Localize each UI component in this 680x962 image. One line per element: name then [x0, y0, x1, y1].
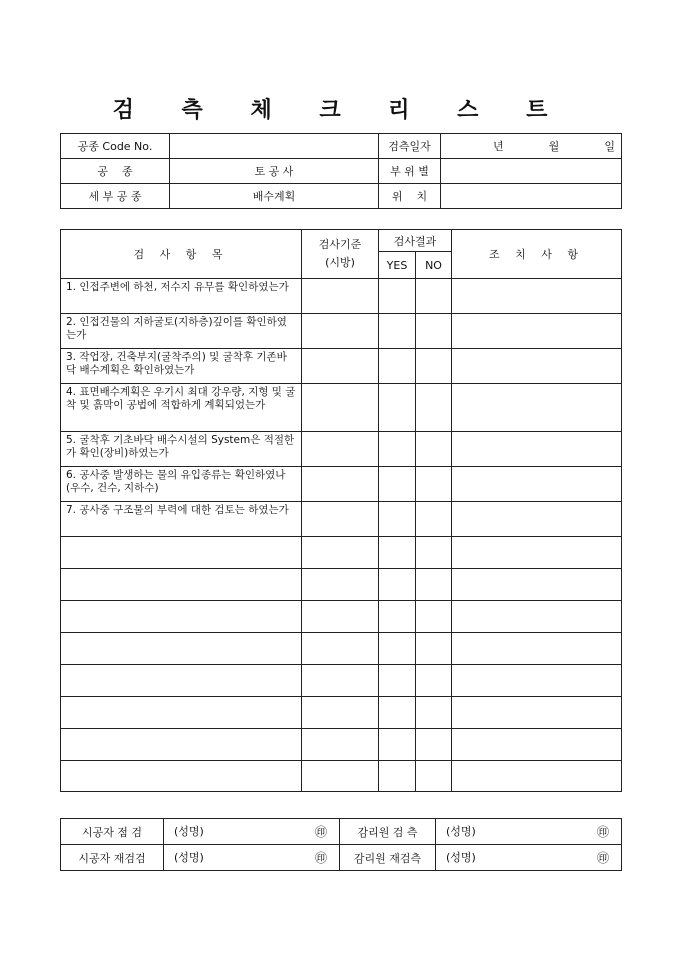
- action-cell[interactable]: [452, 633, 622, 665]
- checklist-item-text: [61, 633, 302, 665]
- header-item: 검 사 항 목: [61, 230, 302, 279]
- checklist-item-text: [61, 601, 302, 633]
- action-cell[interactable]: [452, 729, 622, 761]
- yes-cell[interactable]: [379, 665, 416, 697]
- no-cell[interactable]: [416, 314, 452, 349]
- header-no: NO: [416, 252, 452, 279]
- no-cell[interactable]: [416, 569, 452, 601]
- header-yes: YES: [379, 252, 416, 279]
- inspection-date-field[interactable]: [441, 134, 622, 159]
- no-cell[interactable]: [416, 467, 452, 502]
- work-type-label: 공 종: [61, 159, 170, 184]
- contractor-check-name: (성명): [174, 825, 204, 838]
- yes-cell[interactable]: [379, 279, 416, 314]
- info-row-detail: [61, 184, 622, 209]
- standard-cell[interactable]: [302, 432, 379, 467]
- supervisor-reinspect-label: 감리원 재검측: [340, 845, 436, 871]
- checklist-item-text: [61, 665, 302, 697]
- standard-cell[interactable]: [302, 729, 379, 761]
- info-table: [60, 133, 622, 209]
- checklist-row: [61, 633, 622, 665]
- yes-cell[interactable]: [379, 432, 416, 467]
- standard-cell[interactable]: [302, 384, 379, 432]
- code-label: 공종 Code No.: [61, 134, 170, 159]
- contractor-recheck-seal: ㊞: [314, 851, 327, 865]
- yes-cell[interactable]: [379, 384, 416, 432]
- action-cell[interactable]: [452, 432, 622, 467]
- no-cell[interactable]: [416, 279, 452, 314]
- signature-table: [60, 818, 622, 871]
- standard-cell[interactable]: [302, 349, 379, 384]
- action-cell[interactable]: [452, 467, 622, 502]
- contractor-check-label: 시공자 점 검: [61, 819, 164, 845]
- no-cell[interactable]: [416, 537, 452, 569]
- yes-cell[interactable]: [379, 537, 416, 569]
- standard-cell[interactable]: [302, 569, 379, 601]
- checklist-row: [61, 349, 622, 384]
- signature-row-2: [61, 845, 622, 871]
- standard-cell[interactable]: [302, 761, 379, 792]
- standard-cell[interactable]: [302, 537, 379, 569]
- checklist-row: [61, 384, 622, 432]
- checklist-item-text: [61, 537, 302, 569]
- no-cell[interactable]: [416, 729, 452, 761]
- checklist-item-text: [61, 569, 302, 601]
- checklist-item-text: [61, 761, 302, 792]
- work-type-value: 토 공 사: [170, 159, 379, 184]
- standard-cell[interactable]: [302, 633, 379, 665]
- info-row-code: [61, 134, 622, 159]
- date-year: 년: [493, 140, 504, 153]
- yes-cell[interactable]: [379, 569, 416, 601]
- yes-cell[interactable]: [379, 502, 416, 537]
- code-value[interactable]: [170, 134, 379, 159]
- contractor-recheck-name: (성명): [174, 851, 204, 864]
- standard-cell[interactable]: [302, 601, 379, 633]
- yes-cell[interactable]: [379, 601, 416, 633]
- detail-work-label: 세 부 공 종: [61, 184, 170, 209]
- checklist-item-text: 5. 굴착후 기초바닥 배수시설의 System은 적절한가 확인(장비)하였는가: [61, 432, 302, 467]
- checklist-item-text: 3. 작업장, 건축부지(굴착주의) 및 굴착후 기존바닥 배수계획은 확인하였는가: [61, 349, 302, 384]
- checklist-row: [61, 665, 622, 697]
- inspection-date-label: 검측일자: [379, 134, 441, 159]
- yes-cell[interactable]: [379, 467, 416, 502]
- action-cell[interactable]: [452, 384, 622, 432]
- signature-row-1: [61, 819, 622, 845]
- yes-cell[interactable]: [379, 314, 416, 349]
- standard-cell[interactable]: [302, 314, 379, 349]
- checklist-item-text: [61, 729, 302, 761]
- standard-cell[interactable]: [302, 502, 379, 537]
- action-cell[interactable]: [452, 537, 622, 569]
- no-cell[interactable]: [416, 633, 452, 665]
- no-cell[interactable]: [416, 349, 452, 384]
- checklist-item-text: 6. 공사중 발생하는 물의 유입종류는 확인하였나(우수, 건수, 지하수): [61, 467, 302, 502]
- checklist-row: [61, 601, 622, 633]
- action-cell[interactable]: [452, 569, 622, 601]
- checklist-row: [61, 697, 622, 729]
- standard-cell[interactable]: [302, 665, 379, 697]
- supervisor-inspect-signature[interactable]: [436, 819, 622, 845]
- location-label: 위 치: [379, 184, 441, 209]
- checklist-row: [61, 314, 622, 349]
- checklist-row: [61, 502, 622, 537]
- action-cell[interactable]: [452, 314, 622, 349]
- no-cell[interactable]: [416, 432, 452, 467]
- checklist-row: [61, 569, 622, 601]
- no-cell[interactable]: [416, 697, 452, 729]
- action-cell[interactable]: [452, 279, 622, 314]
- supervisor-reinspect-signature[interactable]: [436, 845, 622, 871]
- yes-cell[interactable]: [379, 633, 416, 665]
- contractor-check-seal: ㊞: [314, 825, 327, 839]
- standard-cell[interactable]: [302, 697, 379, 729]
- standard-cell[interactable]: [302, 279, 379, 314]
- action-cell[interactable]: [452, 761, 622, 792]
- header-standard-line2: (시방): [325, 256, 355, 269]
- page-title: 검 측 체 크 리 스 트: [112, 97, 568, 123]
- no-cell[interactable]: [416, 665, 452, 697]
- header-action: 조 치 사 항: [452, 230, 622, 279]
- checklist-row: [61, 432, 622, 467]
- action-cell[interactable]: [452, 665, 622, 697]
- no-cell[interactable]: [416, 761, 452, 792]
- contractor-recheck-label: 시공자 재검검: [61, 845, 164, 871]
- supervisor-reinspect-seal: ㊞: [596, 851, 609, 865]
- yes-cell[interactable]: [379, 349, 416, 384]
- yes-cell[interactable]: [379, 697, 416, 729]
- contractor-check-signature[interactable]: [164, 819, 340, 845]
- part-value[interactable]: [441, 159, 622, 184]
- checklist-table: [60, 229, 622, 792]
- header-standard-line1: 검사기준: [318, 238, 362, 251]
- location-value[interactable]: [441, 184, 622, 209]
- header-result: 검사결과: [379, 230, 452, 252]
- checklist-item-text: 2. 인접건물의 지하굴토(지하층)깊이를 확인하였는가: [61, 314, 302, 349]
- checklist-row: [61, 537, 622, 569]
- no-cell[interactable]: [416, 502, 452, 537]
- checklist-body: [61, 279, 622, 792]
- checklist-item-text: 1. 인접주변에 하천, 저수지 유무를 확인하였는가: [61, 279, 302, 314]
- action-cell[interactable]: [452, 502, 622, 537]
- date-month: 월: [548, 140, 560, 153]
- checklist-item-text: 7. 공사중 구조물의 부력에 대한 검토는 하였는가: [61, 502, 302, 537]
- supervisor-inspect-label: 감리원 검 측: [340, 819, 436, 845]
- supervisor-inspect-seal: ㊞: [596, 825, 609, 839]
- action-cell[interactable]: [452, 349, 622, 384]
- checklist-header-row: [61, 230, 622, 252]
- action-cell[interactable]: [452, 697, 622, 729]
- no-cell[interactable]: [416, 601, 452, 633]
- checklist-row: [61, 279, 622, 314]
- part-label: 부 위 별: [379, 159, 441, 184]
- yes-cell[interactable]: [379, 761, 416, 792]
- supervisor-inspect-name: (성명): [446, 825, 476, 838]
- action-cell[interactable]: [452, 601, 622, 633]
- checklist-row: [61, 467, 622, 502]
- checklist-item-text: [61, 697, 302, 729]
- contractor-recheck-signature[interactable]: [164, 845, 340, 871]
- info-row-work-type: [61, 159, 622, 184]
- supervisor-reinspect-name: (성명): [446, 851, 476, 864]
- yes-cell[interactable]: [379, 729, 416, 761]
- checklist-row: [61, 761, 622, 792]
- checklist-item-text: 4. 표면배수계획은 우기시 최대 강우량, 지형 및 굴착 및 흙막이 공법에 적합하게 계획되었는가: [61, 384, 302, 432]
- header-standard: [302, 230, 379, 279]
- checklist-row: [61, 729, 622, 761]
- standard-cell[interactable]: [302, 467, 379, 502]
- date-day: 일: [604, 140, 615, 153]
- detail-work-value: 배수계획: [170, 184, 379, 209]
- no-cell[interactable]: [416, 384, 452, 432]
